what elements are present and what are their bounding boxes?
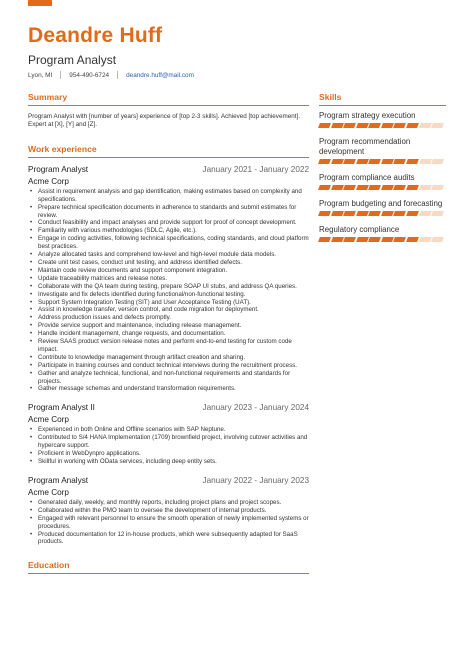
skill-level-segment [394,123,407,128]
skill-level-segment [431,159,444,164]
job-header [28,403,309,412]
skill-level-segment [419,159,432,164]
job-entry [28,403,309,466]
skill-level-segment [406,185,419,190]
skill-level-segment [368,185,381,190]
skill-name: Program budgeting and forecasting [319,199,443,208]
job-bullet: • Produced documentation for 12 in-house products, which were subsequently adapted for SaaS products. [28,531,309,547]
phone-text: 954-490-6724 [69,71,110,79]
job-entry [28,476,309,546]
skill-level-segment [356,211,369,216]
job-bullet: • Provide service support and maintenance, including release management. [28,322,309,330]
skill-level-segment [343,185,356,190]
skill-level-segment [431,211,444,216]
job-title: Program Analyst [28,475,89,485]
job-title: Program Analyst [28,164,89,174]
job-bullet: • Familiarity with various methodologies (SDLC, Agile, etc.). [28,227,309,235]
skill-level-segment [419,185,432,190]
skill-level-bar [319,237,446,242]
job-title-header: Program Analyst [28,53,117,67]
job-bullet: • Gather message schemas and understand transformation requirements. [28,385,309,393]
skill-level-segment [318,123,331,128]
education-heading: Education [28,560,309,574]
job-bullet: • Collaborated within the PMO team to oversee the development of internal products. [28,507,309,515]
skill-level-bar [319,159,446,164]
job-bullet: • Investigate and fix defects identified during functional/non-functional testing. [28,291,309,299]
contact-divider [117,71,118,79]
job-bullet: • Contribute to knowledge management through artifact creation and sharing. [28,354,309,362]
skill-level-bar [319,185,446,190]
job-date: January 2022 - January 2023 [202,475,309,485]
skill-level-segment [368,211,381,216]
job-bullet: • Proficient in WebDynpro applications. [28,450,309,458]
job-bullet: • Contributed to S/4 HANA Implementation (1709) brownfield project, involving cutover activities and hypercare support. [28,434,309,450]
skill-item [319,225,446,242]
skill-item [319,111,446,128]
skill-level-segment [419,123,432,128]
skill-level-segment [356,237,369,242]
work-experience-heading: Work experience [28,144,309,158]
skill-level-segment [431,237,444,242]
job-bullet: • Assist in requirement analysis and gap identification, making estimates based on complexity and specifications. [28,188,309,204]
skill-level-segment [368,123,381,128]
skill-level-segment [419,237,432,242]
skill-level-bar [319,123,446,128]
accent-bar [28,0,52,6]
job-bullet: • Assist in knowledge transfer, version control, and code migration for deployment. [28,306,309,314]
job-bullet: • Review SAAS product version release notes and perform end-to-end testing for custom code impact. [28,338,309,354]
contact-row [28,71,194,79]
skill-item [319,137,446,164]
skill-level-segment [331,211,344,216]
job-company: Acme Corp [28,415,69,425]
job-header [28,476,309,485]
jobs-list [28,165,309,547]
skill-level-segment [331,185,344,190]
job-company: Acme Corp [28,487,69,497]
skill-level-segment [368,237,381,242]
skill-name: Regulatory compliance [319,225,400,234]
skill-level-segment [394,211,407,216]
skill-level-segment [331,159,344,164]
job-bullet: • Create unit test cases, conduct unit testing, and address identified defects. [28,259,309,267]
skills-list [319,111,446,242]
job-bullets [28,188,309,394]
skill-level-segment [394,159,407,164]
job-bullets [28,426,309,466]
job-bullet: • Engage in coding activities, following technical specifications, coding standards, and cloud platform best practices. [28,235,309,251]
skill-level-segment [318,237,331,242]
skill-level-segment [318,159,331,164]
job-bullet: • Participate in training courses and conduct technical interviews during the recruitment process. [28,362,309,370]
skill-level-segment [356,185,369,190]
contact-divider [60,71,61,79]
job-bullet: • Conduct feasibility and impact analyses and provide support for proof of concept development. [28,219,309,227]
job-bullet: • Experienced in both Online and Offline scenarios with SAP Neptune. [28,426,309,434]
job-bullet: • Generated daily, weekly, and monthly reports, including project plans and project scopes. [28,499,309,507]
skill-level-bar [319,211,446,216]
job-bullet: • Collaborate with the QA team during testing, prepare SOAP UI stubs, and address QA queries. [28,283,309,291]
skill-level-segment [356,159,369,164]
skills-heading: Skills [319,92,446,106]
skill-level-segment [331,123,344,128]
job-bullet: • Support System Integration Testing (SIT) and User Acceptance Testing (UAT). [28,299,309,307]
job-bullet: • Prepare technical specification documents in adherence to standards and submit estimates for review. [28,204,309,220]
skill-level-segment [343,237,356,242]
skill-name: Program compliance audits [319,173,415,182]
skill-level-segment [406,237,419,242]
job-bullet: • Gather and analyze technical, functional, and non-functional requirements and standards for projects. [28,370,309,386]
job-header [28,165,309,174]
skill-level-segment [406,123,419,128]
skill-level-segment [406,159,419,164]
side-column [319,92,446,242]
skill-item [319,199,446,216]
skill-item [319,173,446,190]
email-link[interactable]: deandre.huff@mail.com [126,71,194,79]
skill-level-segment [318,185,331,190]
skill-name: Program recommendation development [319,137,411,156]
job-entry [28,165,309,394]
job-bullets [28,499,309,546]
location-text: Lyon, MI [28,71,53,79]
skill-level-segment [431,185,444,190]
skill-level-segment [406,211,419,216]
job-company: Acme Corp [28,176,69,186]
skill-level-segment [343,211,356,216]
skill-level-segment [419,211,432,216]
job-bullet: • Handle incident management, change requests, and documentation. [28,330,309,338]
skill-level-segment [343,123,356,128]
job-bullet: • Address production issues and defects promptly. [28,314,309,322]
main-column [28,92,309,574]
candidate-name: Deandre Huff [28,24,163,47]
job-bullet: • Update traceability matrices and release notes. [28,275,309,283]
job-title: Program Analyst II [28,403,95,413]
job-date: January 2021 - January 2022 [202,164,309,174]
skill-level-segment [318,211,331,216]
summary-heading: Summary [28,92,309,106]
skill-level-segment [394,185,407,190]
skill-level-segment [394,237,407,242]
skill-level-segment [368,159,381,164]
job-bullet: • Maintain code review documents and support component integration. [28,267,309,275]
skill-level-segment [356,123,369,128]
summary-text: Program Analyst with [number of years] experience of [top 2-3 skills]. Achieved [top achievement]. Expert at [X], [Y] and [Z]. [28,113,300,129]
job-date: January 2023 - January 2024 [202,403,309,413]
job-bullet: • Skillful in working with OData services, including deep entity sets. [28,458,309,466]
job-bullet: • Analyze allocated tasks and comprehend low-level and high-level module data models. [28,251,309,259]
skill-level-segment [331,237,344,242]
job-bullet: • Engaged with relevant personnel to ensure the smooth operation of newly implemented systems or procedures. [28,515,309,531]
skill-name: Program strategy execution [319,111,416,120]
skill-level-segment [431,123,444,128]
skill-level-segment [343,159,356,164]
